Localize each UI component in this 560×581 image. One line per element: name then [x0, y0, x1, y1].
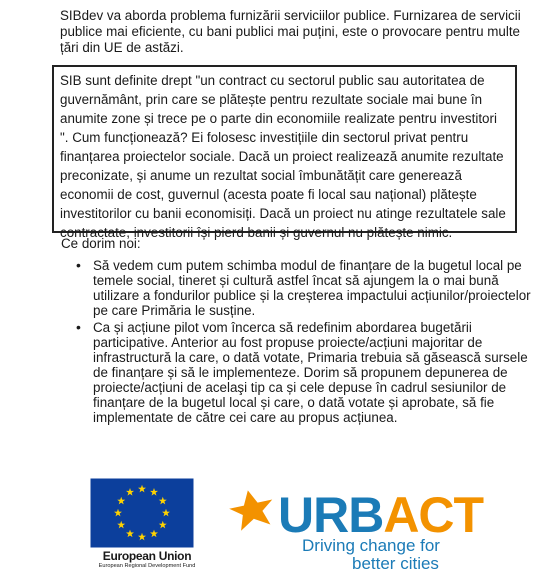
urbact-wordmark [222, 486, 484, 543]
urbact-word-part1: URB [278, 487, 384, 543]
eu-flag-icon [90, 478, 194, 548]
section-heading: Ce dorim noi: [61, 236, 141, 251]
eu-logo [83, 478, 211, 568]
list-item: • Ca și acțiune pilot vom încerca să redefinim abordarea bugetării participative. Anterior au fost propuse proiecte/acțiuni majoritar de infrastructură la care, o dată votate, Primaria trebuia să găsească sursele de finanțare și să le implementeze. Dorim să propunem depunerea de proiecte/acțiuni de acelaşi tip ca și cele depuse în cadrul sesiunilor de finanțare de la bugetul local și care, o dată votate și aprobate, să fie implementate de către cei care au propus acțiunea. [93, 320, 533, 425]
urbact-tagline-line2: better cities [352, 554, 439, 573]
intro-paragraph: SIBdev va aborda problema furnizării serviciilor publice. Furnizarea de servicii publice mai eficiente, cu bani publici mai puțini, este o provocare pentru multe țări din UE de astăzi. [60, 8, 521, 55]
eu-subtitle: European Regional Development Fund [98, 563, 196, 569]
goals-list [75, 258, 533, 427]
urbact-logo [222, 486, 484, 576]
svg-text:URBACT [278, 487, 484, 543]
star-icon [226, 486, 277, 532]
eu-title: European Union [102, 549, 192, 563]
urbact-word-part2: ACT [383, 487, 484, 543]
list-item: • Să vedem cum putem schimba modul de finanțare de la bugetul local pe temele social, tineret și cultură astfel încat să ajungem la o mai bună utilizare a fondurilor publice și la creșterea impactului acțiunilor/proiectelor pe care Primăria le susține. [93, 258, 533, 318]
urbact-tagline-line1: Driving change for [302, 536, 440, 555]
definition-box: SIB sunt definite drept "un contract cu sectorul public sau autoritatea de guvernământ, prin care se plătește pentru rezultate sociale mai bune în anumite zone și trece pe o parte din economiile realizate pentru investitori ". Cum funcționează? Ei folosesc investițiile din sectorul privat pentru finanțarea proiectelor sociale. Dacă un proiect realizează anumite rezultate preconizate, și anume un rezultat social îmbunătățit care generează economii de cost, guvernul (acesta poate fi local sau național) plătește investitorilor cu banii economisiți. Dacă un proiect nu atinge rezultatele sale contractate, investitorii își pierd banii și guvernul nu plătește nimic. [52, 65, 517, 233]
